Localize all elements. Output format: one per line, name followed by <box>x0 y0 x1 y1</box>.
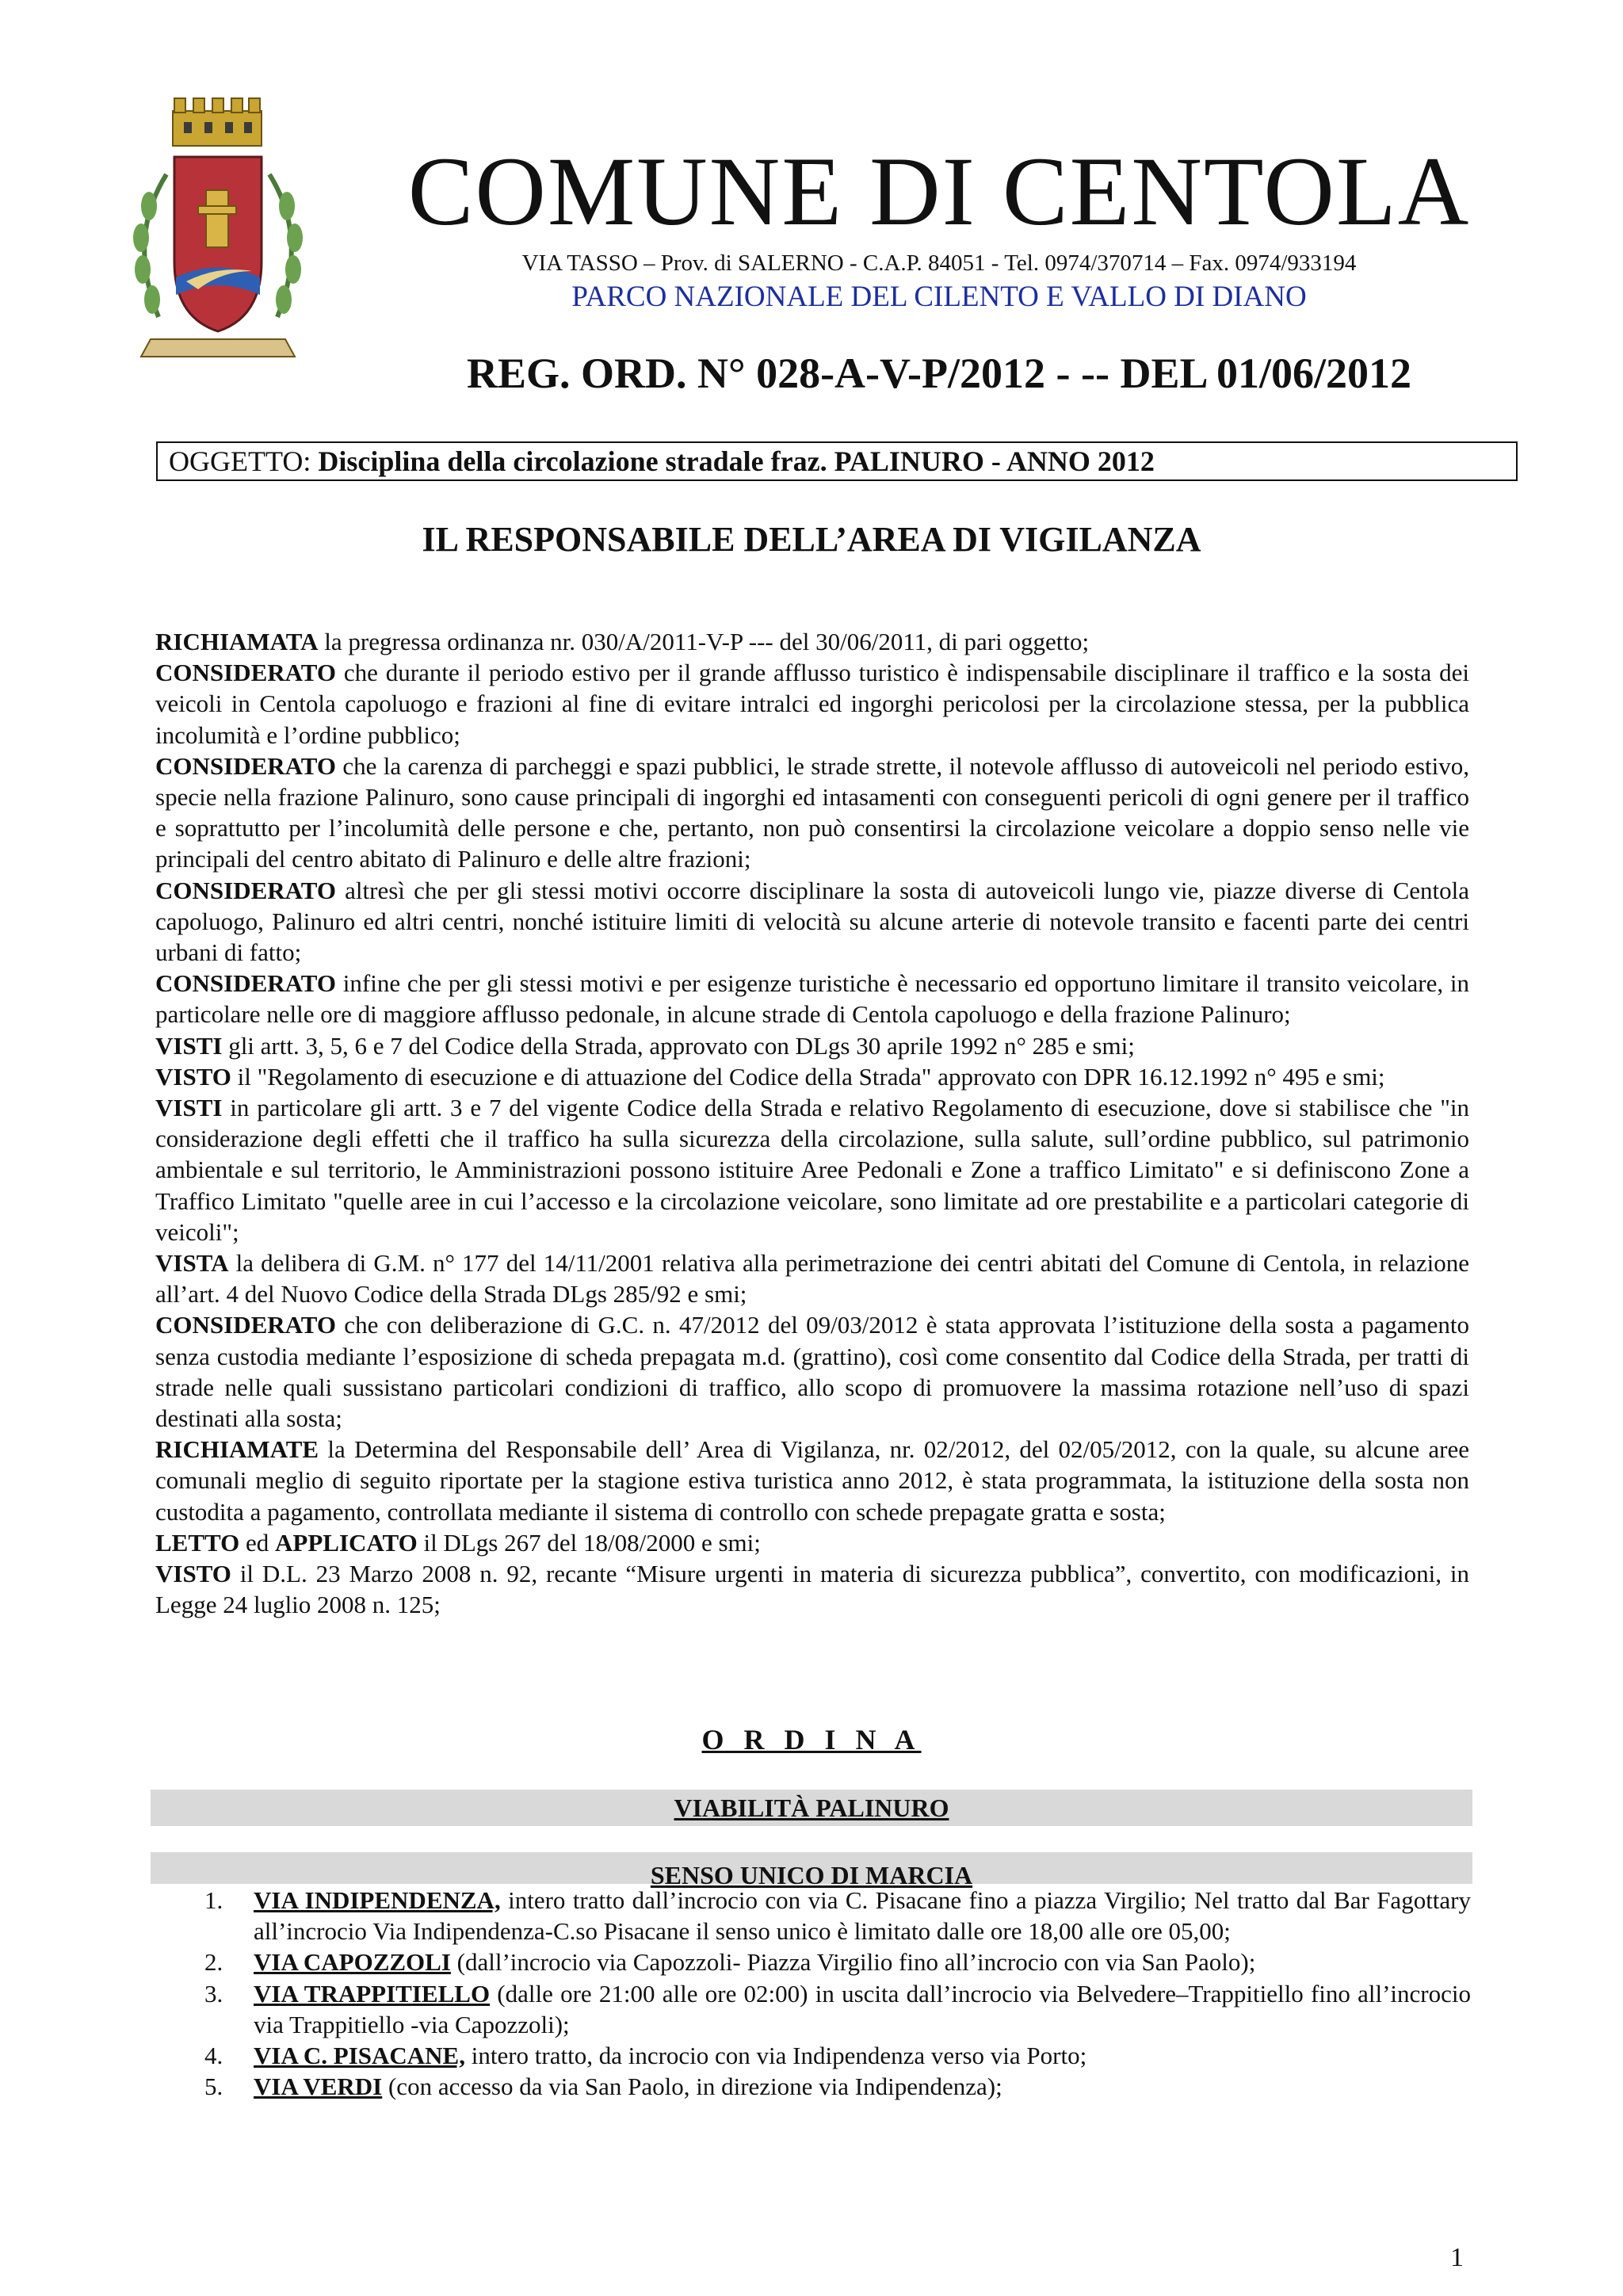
paragraph-lead: APPLICATO <box>275 1528 418 1557</box>
paragraph-text: la delibera di G.M. n° 177 del 14/11/2001 relativa alla perimetrazione dei centri abitati del Comune di Centola, in relazione all’art. 4 del Nuovo Codice della Strada DLgs 285/92 e smi; <box>155 1249 1469 1308</box>
street-name: VIA C. PISACANE, <box>254 2042 465 2070</box>
item-text: intero tratto, da incrocio con via Indipendenza verso via Porto; <box>464 2042 1087 2070</box>
paragraph <box>155 1092 1469 1247</box>
paragraph-text: infine che per gli stessi motivi e per esigenze turistiche è necessario ed opportuno limitare il transito veicolare, in particolare nelle ore di maggiore afflusso pedonale, in alcune strade di Centola capoluogo e della frazione Palinuro; <box>155 969 1469 1029</box>
paragraph-lead: VISTO <box>155 1062 231 1091</box>
page-number: 1 <box>1450 2243 1464 2272</box>
oggetto-label: OGGETTO <box>169 445 304 477</box>
paragraph <box>155 1061 1469 1092</box>
preamble <box>155 626 1469 1621</box>
paragraph-lead: RICHIAMATE <box>155 1435 319 1464</box>
list-item <box>155 1885 1471 1946</box>
street-name: VIA INDIPENDENZA, <box>254 1886 501 1914</box>
paragraph-lead: RICHIAMATA <box>155 628 319 655</box>
item-number: 1. <box>204 1886 223 1914</box>
masthead <box>341 137 1537 314</box>
paragraph-lead: VISTI <box>155 1094 223 1122</box>
comune-address: VIA TASSO – Prov. di SALERNO - C.A.P. 84051 - Tel. 0974/370714 – Fax. 0974/933194 <box>521 250 1357 276</box>
paragraph <box>155 1030 1469 1061</box>
street-name: VIA TRAPPITIELLO <box>254 1979 491 2008</box>
street-name: VIA CAPOZZOLI <box>254 1948 451 1977</box>
paragraph <box>155 1247 1469 1309</box>
paragraph-text: il DLgs 267 del 18/08/2000 e smi; <box>417 1528 761 1557</box>
list-item <box>155 1946 1471 1977</box>
paragraph <box>155 1309 1469 1434</box>
paragraph <box>155 657 1469 751</box>
list-item <box>155 2071 1471 2102</box>
ordinance-number: REG. ORD. N° 028-A-V-P/2012 - -- DEL 01/06/2012 <box>466 350 1412 397</box>
comune-title: COMUNE DI CENTOLA <box>407 137 1471 246</box>
paragraph-lead: VISTO <box>155 1560 231 1588</box>
paragraph <box>155 1434 1469 1527</box>
paragraph <box>155 875 1469 968</box>
paragraph-text: il "Regolamento di esecuzione e di attuazione del Codice della Strada" approvato con DPR 16.12.1992 n° 495 e smi; <box>231 1062 1385 1091</box>
one-way-streets-list <box>155 1885 1471 2102</box>
paragraph <box>155 626 1469 657</box>
subsection-title: SENSO UNICO DI MARCIA <box>151 1852 1472 1884</box>
paragraph-lead: LETTO <box>155 1528 240 1557</box>
paragraph-text: la pregressa ordinanza nr. 030/A/2011-V-P --- del 30/06/2011, di pari oggetto; <box>318 628 1090 655</box>
paragraph-lead: VISTI <box>155 1031 223 1060</box>
item-text: (dalle ore 21:00 alle ore 02:00) in uscita dall’incrocio via Belvedere–Trappitiello fino all’incrocio via Trappitiello -via Capozzoli); <box>254 1979 1471 2038</box>
item-number: 4. <box>204 2042 223 2070</box>
paragraph-lead: CONSIDERATO <box>155 751 336 780</box>
oggetto-text: Disciplina della circolazione stradale fraz. PALINURO - ANNO 2012 <box>318 445 1155 477</box>
item-number: 3. <box>204 1979 223 2008</box>
paragraph <box>155 1527 1469 1558</box>
paragraph-text: il D.L. 23 Marzo 2008 n. 92, recante “Misure urgenti in materia di sicurezza pubblica”, convertito, con modificazioni, in Legge 24 luglio 2008 n. 125; <box>155 1560 1469 1619</box>
paragraph-text: altresì che per gli stessi motivi occorre disciplinare la sosta di autoveicoli lungo vie, piazze diverse di Centola capoluogo, Palinuro ed altri centri, nonché istituire limiti di velocità su alcune arterie di notevole transito e facenti parte dei centri urbani di fatto; <box>155 876 1469 967</box>
item-number: 5. <box>204 2073 223 2101</box>
item-number: 2. <box>204 1948 223 1977</box>
list-item <box>155 2040 1471 2071</box>
document-heading: IL RESPONSABILE DELL’AREA DI VIGILANZA <box>422 520 1201 559</box>
paragraph-lead: CONSIDERATO <box>155 876 336 904</box>
paragraph-text: gli artt. 3, 5, 6 e 7 del Codice della Strada, approvato con DLgs 30 aprile 1992 n° 285 e smi; <box>222 1031 1135 1060</box>
ordina-heading: O R D I N A <box>701 1724 922 1755</box>
paragraph-text: la Determina del Responsabile dell’ Area di Vigilanza, nr. 02/2012, del 02/05/2012, con la quale, su alcune aree comunali meglio di seguito riportate per la stagione estiva turistica anno 2012, è stata programmata, la istituzione della sosta non custodita a pagamento, controllata mediante il sistema di controllo con schede prepagate gratta e sosta; <box>155 1435 1469 1526</box>
paragraph <box>155 1558 1469 1620</box>
paragraph-connector: ed <box>239 1528 276 1557</box>
item-text: (dall’incrocio via Capozzoli- Piazza Virgilio fino all’incrocio con via San Paolo); <box>450 1948 1256 1977</box>
paragraph <box>155 751 1469 875</box>
section-title: VIABILITÀ PALINURO <box>151 1790 1472 1826</box>
paragraph-text: che con deliberazione di G.C. n. 47/2012 del 09/03/2012 è stata approvata l’istituzione della sosta a pagamento senza custodia mediante l’esposizione di scheda prepagata m.d. (grattino), così come consentito dal Codice della Strada, per tratti di strade nelle quali sussistano particolari condizioni di traffico, allo scopo di promuovere la massima rotazione nell’uso di spazi destinati alla sosta; <box>155 1311 1469 1433</box>
paragraph-lead: CONSIDERATO <box>155 659 336 687</box>
paragraph-lead: VISTA <box>155 1249 229 1278</box>
paragraph-lead: CONSIDERATO <box>155 969 336 998</box>
item-text: (con accesso da via San Paolo, in direzione via Indipendenza); <box>382 2073 1002 2101</box>
list-item <box>155 1978 1471 2040</box>
item-text: intero tratto dall’incrocio con via C. Pisacane fino a piazza Virgilio; Nel tratto dal Bar Fagottary all’incrocio Via Indipendenza-C.so Pisacane il senso unico è limitato dalle ore 18,00 alle ore 05,00; <box>254 1886 1472 1946</box>
street-name: VIA VERDI <box>254 2073 383 2101</box>
paragraph <box>155 968 1469 1030</box>
paragraph-text: che la carenza di parcheggi e spazi pubblici, le strade strette, il notevole afflusso di autoveicoli nel periodo estivo, specie nella frazione Palinuro, sono cause principali di ingorghi ed intasamenti con conseguenti pericoli di ogni genere per il traffico e soprattutto per l’incolumità delle persone e che, pertanto, non può consentirsi la circolazione veicolare a doppio senso nelle vie principali del centro abitato di Palinuro e delle altre frazioni; <box>155 751 1469 873</box>
oggetto-box: OGGETTO: Disciplina della circolazione stradale fraz. PALINURO - ANNO 2012 <box>156 441 1518 481</box>
paragraph-lead: CONSIDERATO <box>155 1311 336 1339</box>
paragraph-text: in particolare gli artt. 3 e 7 del vigente Codice della Strada e relativo Regolamento di esecuzione, dove si stabilisce che "in considerazione degli effetti che il traffico ha sulla sicurezza della circolazione, sulla salute, sull’ordine pubblico, sul patrimonio ambientale e sul territorio, le Amministrazioni possono istituire Aree Pedonali e Zone a traffico Limitato" e si definiscono Zone a Traffico Limitato "quelle aree in cui l’accesso e la circolazione veicolare, sono limitate ad ore prestabilite e a particolari categorie di veicoli"; <box>155 1094 1469 1246</box>
park-name: PARCO NAZIONALE DEL CILENTO E VALLO DI DIANO <box>571 281 1307 313</box>
coat-of-arms-icon <box>111 87 325 372</box>
paragraph-text: che durante il periodo estivo per il grande afflusso turistico è indispensabile disciplinare il traffico e la sosta dei veicoli in Centola capoluogo e frazioni al fine di evitare intralci ed ingorghi pericolosi per la circolazione stessa, per la pubblica incolumità e l’ordine pubblico; <box>155 659 1469 749</box>
